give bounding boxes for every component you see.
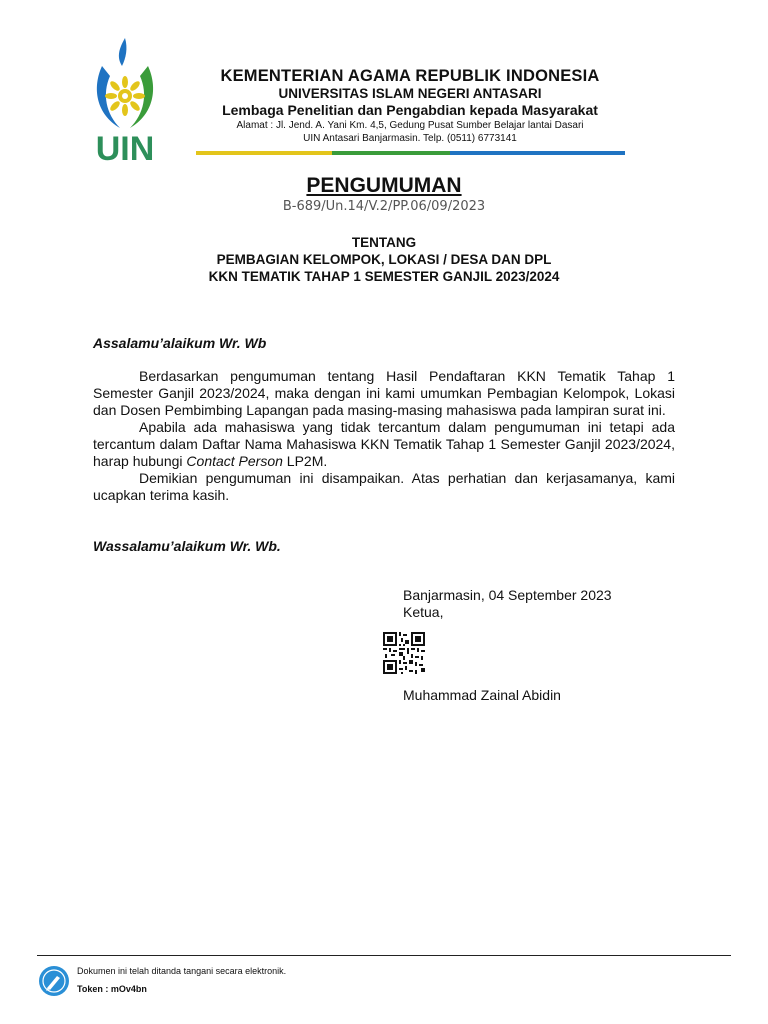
announcement-number: B-689/Un.14/V.2/PP.06/09/2023 [282,199,486,214]
greeting: Assalamu’alaikum Wr. Wb [93,335,267,351]
address-line-1: Alamat : Jl. Jend. A. Yani Km. 4,5, Gedung Pusat Sumber Belajar lantai Dasari [236,120,584,131]
address-line-2: UIN Antasari Banjarmasin. Telp. (0511) 6773141 [303,133,517,144]
signature-block [403,587,612,621]
paragraph-2 [93,419,675,470]
logo-text: UIN [95,130,155,164]
letterhead-rule-green [332,151,450,155]
uin-logo [88,36,162,164]
signer-name: Muhammad Zainal Abidin [403,687,561,703]
paragraph-2-text-b: LP2M. [282,453,328,469]
paragraph-2-text-a: Apabila ada mahasiswa yang tidak tercantum dalam pengumuman ini tetapi ada tercantum dalam Daftar Nama Mahasiswa KKN Tematik Tahap 1 Semester Ganjil 2023/2024, harap hubungi [93,419,675,469]
e-signature-note: Dokumen ini telah ditanda tangani secara elektronik. [77,966,287,976]
paragraph-1: Berdasarkan pengumuman tentang Hasil Pendaftaran KKN Tematik Tahap 1 Semester Ganjil 2023/2024, maka dengan ini kami umumkan Pembagian Kelompok, Lokasi dan Dosen Pembimbing Lapangan pada masing-masing mahasiswa pada lampiran surat ini. [93,368,675,418]
letterhead-rule-yellow [196,151,332,155]
subject-line-1: TENTANG [351,235,417,250]
qr-code-icon [383,632,425,674]
signer-role: Ketua, [403,604,444,620]
paragraph-3: Demikian pengumuman ini disampaikan. Atas perhatian dan kerjasamanya, kami ucapkan terima kasih. [93,470,675,503]
token-label: Token : mOv4bn [77,984,147,994]
institute-name: Lembaga Penelitian dan Pengabdian kepada Masyarakat [222,102,598,118]
subject-line-3: KKN TEMATIK TAHAP 1 SEMESTER GANJIL 2023/2024 [208,269,560,284]
subject-line-2: PEMBAGIAN KELOMPOK, LOKASI / DESA DAN DPL [216,252,552,267]
closing-greeting: Wassalamu’alaikum Wr. Wb. [93,538,281,554]
university-name: UNIVERSITAS ISLAM NEGERI ANTASARI [278,86,542,101]
footer-divider [37,955,731,956]
pen-signature-icon [38,965,70,997]
letter-body [93,368,675,504]
ministry-name: KEMENTERIAN AGAMA REPUBLIK INDONESIA [220,67,600,85]
announcement-title: PENGUMUMAN [306,174,462,197]
contact-person-term: Contact Person [186,453,283,469]
place-date: Banjarmasin, 04 September 2023 [403,587,612,603]
letterhead-rule-blue [450,151,625,155]
letterhead [195,66,625,145]
announcement-subject [0,234,768,285]
